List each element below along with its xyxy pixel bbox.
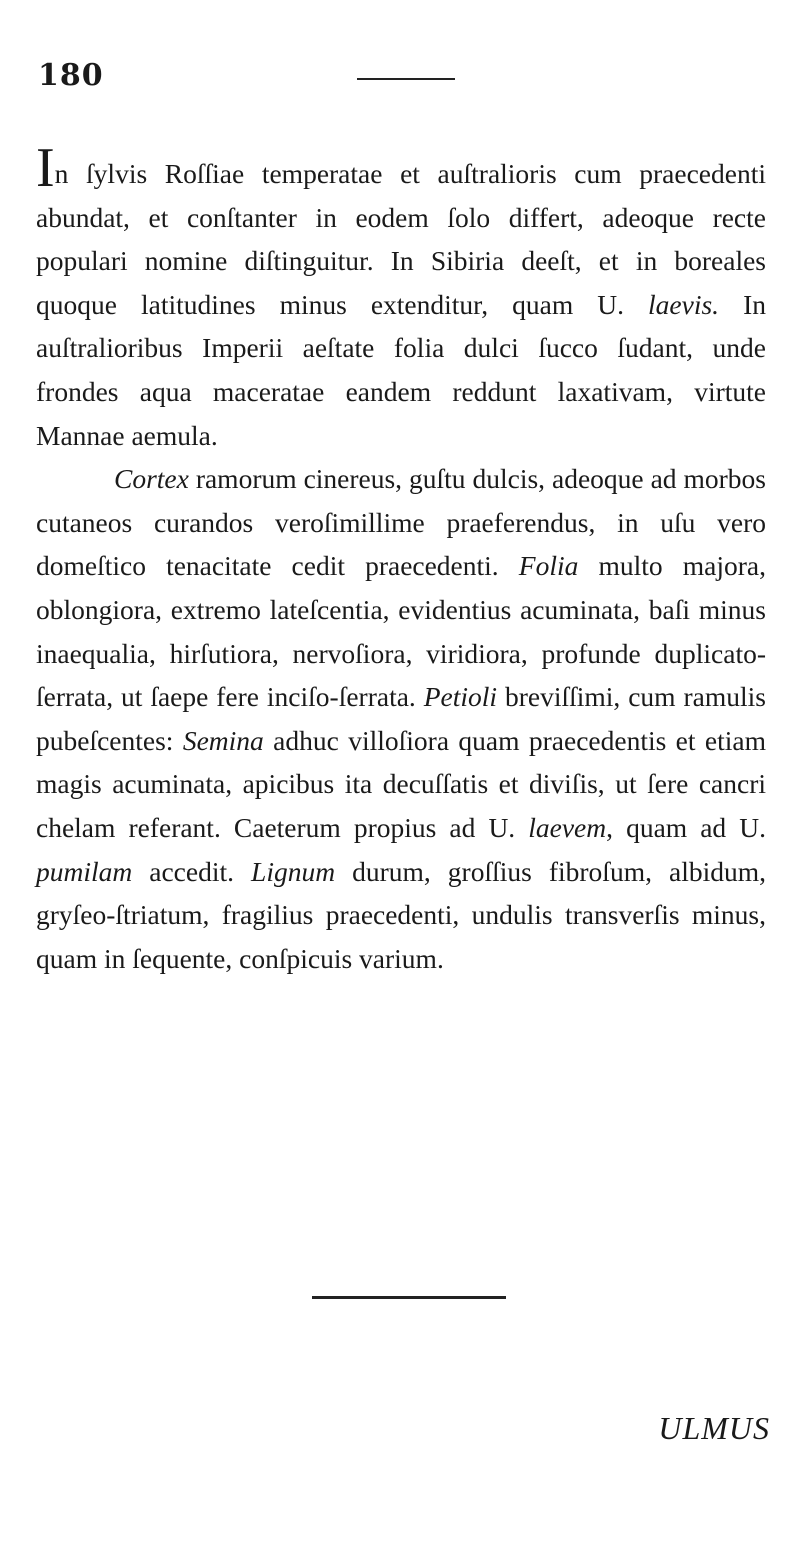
- text-run: n ſylvis Roſſiae temperatae et auſtralioris cum praecedenti abundat, et conſtanter in eodem ſolo differt, adeoque recte populari nomine diſtinguitur. In Sibiria deeſt, et in boreales quoque latitudines minus extenditur, quam U.: [36, 158, 766, 320]
- text-run: breviſſimi, cum ramulis pubeſcentes:: [36, 681, 766, 756]
- italic-term: Semina: [182, 724, 264, 756]
- italic-term: Petioli: [423, 681, 498, 713]
- catchword: ULMUS: [658, 1410, 770, 1446]
- header-rule: [357, 78, 455, 80]
- body-text: [36, 137, 766, 980]
- italic-term: Folia: [518, 550, 579, 582]
- text-run: accedit.: [132, 855, 252, 887]
- italic-term: Lignum: [251, 855, 336, 887]
- italic-term: laevem: [528, 811, 607, 843]
- section-end-rule: [312, 1296, 506, 1299]
- text-run: multo majora, oblongiora, extremo lateſcentia, evidentius acuminata, baſi minus inaequalia, hirſutiora, nervoſiora, viridiora, profunde duplicato-ſerrata, ut ſaepe fere inciſo-ſerrata.: [36, 550, 766, 713]
- italic-term: Cortex: [114, 463, 189, 495]
- text-run: adhuc villoſiora quam praecedentis et etiam magis acuminata, apicibus ita decuſſatis et diviſis, ut ſere cancri chelam referant. Caeterum propius ad U.: [36, 724, 766, 843]
- italic-term: pumilam: [36, 855, 133, 887]
- paragraph-1: [36, 137, 766, 457]
- drop-initial: I: [36, 137, 55, 199]
- text-run: In auſtralioribus Imperii aeſtate folia dulci ſucco ſudant, unde frondes aqua maceratae eandem reddunt laxativam, virtute Mannae aemula.: [36, 288, 766, 451]
- italic-term: laevis.: [648, 288, 720, 320]
- text-run: , quam ad U.: [606, 811, 766, 843]
- page-number: 180: [38, 58, 104, 93]
- paragraph-2: [36, 457, 766, 980]
- text-run: durum, groſſius fibroſum, albidum, gryſeo-ſtriatum, fragilius praecedenti, undulis transverſis minus, quam in ſequente, conſpicuis varium.: [36, 855, 766, 974]
- text-run: ramorum cinereus, guſtu dulcis, adeoque ad morbos cutaneos curandos veroſimillime praeferendus, in uſu vero domeſtico tenacitate cedit praecedenti.: [36, 463, 766, 582]
